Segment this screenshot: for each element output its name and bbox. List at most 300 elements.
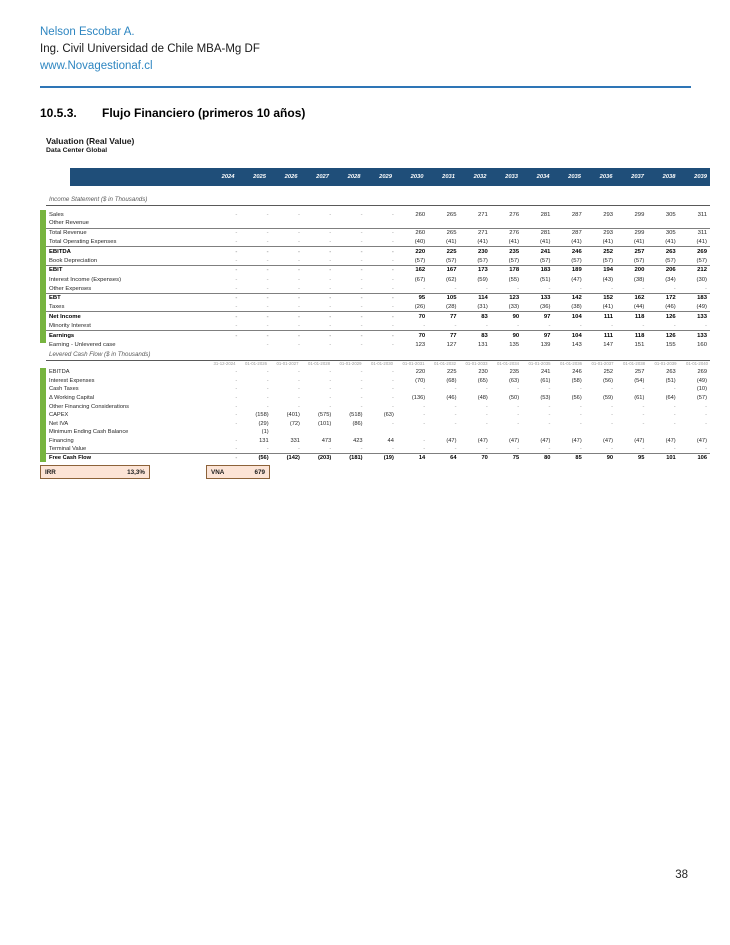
row-label: Other Revenue [49,220,89,227]
year-label: 2032 [473,174,487,180]
value-cell: 276 [509,230,520,237]
value-cell: - [391,230,394,237]
value-cell: - [485,420,488,427]
value-cell: (10) [696,386,707,393]
table-row [46,428,710,437]
value-cell: 305 [665,230,676,237]
value-cell: - [297,322,300,329]
value-cell: 127 [446,341,457,348]
row-label: Δ Working Capital [49,395,95,402]
value-cell: (47) [540,438,551,445]
value-cell: (47) [571,276,582,283]
value-cell: - [266,386,269,393]
value-cell: - [329,211,332,218]
value-cell: (56) [571,395,582,402]
value-cell: - [360,322,363,329]
value-cell: 155 [665,341,676,348]
value-cell: - [423,420,426,427]
value-cell: 178 [509,267,520,274]
value-cell: - [235,412,238,419]
value-cell: - [517,403,520,410]
table-row [46,256,710,265]
value-cell: (54) [634,377,645,384]
value-cell: - [705,322,707,329]
value-cell: - [297,248,300,255]
table-row [46,331,710,340]
value-cell: 118 [634,313,645,320]
table-row [46,445,710,454]
value-cell: - [423,438,426,445]
value-cell: 70 [418,332,426,339]
value-cell: (57) [696,395,707,402]
value-cell: - [579,285,582,292]
value-cell: - [705,412,707,419]
value-cell: 101 [666,455,676,462]
value-cell: (33) [508,304,520,311]
table-row [46,284,710,293]
value-cell: 276 [509,211,520,218]
value-cell: - [517,322,520,329]
value-cell: 167 [446,267,457,274]
value-cell: - [297,257,300,264]
value-cell: (41) [539,239,551,246]
value-cell: (47) [477,438,488,445]
value-cell: 230 [478,369,488,376]
value-cell: 299 [634,230,645,237]
row-label: EBITDA [49,248,71,255]
value-cell: - [298,369,300,376]
value-cell: - [360,403,363,410]
row-label: Financing [49,438,74,445]
value-cell: 70 [481,455,488,462]
value-cell: 118 [634,332,645,339]
table-row [46,411,710,420]
table-row [46,238,710,247]
value-cell: - [266,341,269,348]
income-statement-table [46,210,710,349]
value-cell: (58) [571,377,582,384]
value-cell: - [266,276,269,283]
value-cell: - [360,248,363,255]
value-cell: - [235,295,238,302]
date-label: 01-01-2038 [623,361,645,366]
value-cell: - [266,257,269,264]
row-label: Cash Taxes [49,386,79,393]
date-label: 01-01-2030 [371,361,393,366]
row-label: Earning - Unlevered case [49,341,116,348]
value-cell: - [548,412,551,419]
value-cell: - [517,285,520,292]
value-cell: - [235,369,238,376]
value-cell: 97 [543,332,551,339]
value-cell: 246 [572,369,582,376]
value-cell: - [298,377,300,384]
value-cell: 230 [477,248,488,255]
value-cell: - [579,446,582,453]
value-cell: (49) [696,304,707,311]
value-cell: 104 [571,313,582,320]
value-cell: 133 [697,332,707,339]
value-cell: (64) [665,395,676,402]
value-cell: - [517,446,520,453]
value-cell: - [235,395,238,402]
row-label: Minority Interest [49,322,91,329]
value-cell: (40) [414,239,426,246]
value-cell: - [391,420,394,427]
row-label: Book Depreciation [49,257,98,264]
value-cell: - [235,438,238,445]
value-cell: 126 [665,313,676,320]
value-cell: - [266,230,269,237]
value-cell: - [235,248,238,255]
value-cell: 271 [477,230,488,237]
value-cell: (142) [286,455,300,462]
value-cell: - [673,403,676,410]
value-cell: - [423,386,426,393]
value-cell: - [235,420,238,427]
value-cell: 183 [697,295,707,302]
value-cell: - [266,446,269,453]
value-cell: 83 [481,332,488,339]
vna-label: VNA [211,468,225,476]
table-row [46,394,710,403]
value-cell: (59) [477,276,488,283]
section-number: 10.5.3. [40,106,77,120]
irr-value: 13,3% [127,468,145,476]
value-cell: - [266,267,269,274]
value-cell: (59) [602,395,614,402]
value-cell: (63) [383,412,394,419]
table-row [46,303,710,312]
value-cell: - [611,322,614,329]
value-cell: 265 [446,211,457,218]
value-cell: - [329,257,332,264]
value-cell: (57) [508,257,520,264]
value-cell: - [642,420,645,427]
value-cell: (57) [539,257,551,264]
value-cell: - [329,341,332,348]
year-label: 2039 [694,174,707,180]
value-cell: (41) [571,239,582,246]
levered-cashflow-title: Levered Cash Flow ($ in Thousands) [46,351,710,361]
value-cell: (136) [411,395,426,402]
value-cell: - [391,369,394,376]
value-cell: - [705,285,707,292]
value-cell: - [423,412,426,419]
value-cell: - [579,386,582,393]
value-cell: - [360,446,363,453]
value-cell: (19) [383,455,394,462]
section-title: Flujo Financiero (primeros 10 años) [102,106,306,120]
value-cell: 281 [540,211,551,218]
value-cell: (38) [571,304,582,311]
row-label: Earnings [49,332,75,339]
value-cell: 64 [450,455,457,462]
value-cell: (47) [509,438,520,445]
row-label: Minimum Ending Cash Balance [49,429,129,436]
table-row [46,377,710,386]
value-cell: - [360,341,363,348]
value-cell: - [266,248,269,255]
value-cell: (47) [696,438,707,445]
value-cell: (1) [261,429,269,436]
value-cell: 173 [477,267,488,274]
value-cell: 269 [697,369,707,376]
value-cell: (86) [352,420,363,427]
value-cell: 220 [415,369,426,376]
value-cell: - [642,403,645,410]
value-cell: - [297,239,300,246]
value-cell: 80 [544,455,551,462]
value-cell: - [391,386,394,393]
value-cell: - [611,386,614,393]
value-cell: 77 [449,332,457,339]
value-cell: - [266,332,269,339]
value-cell: - [360,304,363,311]
value-cell: (36) [539,304,551,311]
row-label: Net Income [49,313,81,320]
value-cell: - [517,386,520,393]
value-cell: (518) [349,412,363,419]
year-label: 2031 [442,174,455,180]
value-cell: (41) [602,304,614,311]
value-cell: 75 [512,455,520,462]
table-row [46,385,710,394]
value-cell: - [673,285,676,292]
table-row [46,219,710,228]
value-cell: - [548,386,551,393]
value-cell: 135 [509,341,520,348]
value-cell: - [235,230,238,237]
date-label: 01-01-2035 [528,361,551,366]
value-cell: (26) [414,304,426,311]
value-cell: 70 [418,313,426,320]
value-cell: 147 [603,341,614,348]
value-cell: - [642,446,645,453]
value-cell: 95 [638,455,645,462]
date-label: 01-01-2040 [686,361,708,366]
value-cell: - [297,313,300,320]
value-cell: - [454,420,457,427]
date-label: 01-01-2026 [245,361,267,366]
value-cell: (47) [602,438,614,445]
value-cell: 311 [697,230,707,237]
value-cell: (31) [477,304,488,311]
page-number: 38 [675,869,688,881]
value-cell: (57) [477,257,488,264]
value-cell: (70) [415,377,426,384]
value-cell: (63) [509,377,520,384]
value-cell: - [391,304,394,311]
value-cell: - [235,267,238,274]
value-cell: - [266,403,269,410]
value-cell: - [235,377,238,384]
value-cell: - [329,403,332,410]
value-cell: (47) [634,438,645,445]
value-cell: - [329,395,332,402]
value-cell: - [360,332,363,339]
value-cell: 263 [666,369,676,376]
value-cell: - [391,295,394,302]
value-cell: - [297,230,300,237]
value-cell: 189 [571,267,582,274]
value-cell: - [611,412,614,419]
value-cell: - [579,420,582,427]
year-label: 2034 [536,174,550,180]
value-cell: - [360,295,363,302]
value-cell: 111 [603,313,614,320]
value-cell: - [329,239,332,246]
table-row [46,229,710,238]
value-cell: - [360,313,363,320]
value-cell: 152 [603,295,614,302]
value-cell: 90 [512,313,520,320]
value-cell: - [266,304,269,311]
table-row [46,402,710,411]
value-cell: - [235,446,238,453]
author-name: Nelson Escobar A. [40,26,135,38]
value-cell: (48) [477,395,488,402]
irr-label: IRR [45,468,56,476]
row-label: EBITDA [49,369,70,376]
year-label: 2029 [379,174,392,180]
value-cell: 257 [634,369,645,376]
value-cell: - [642,285,645,292]
value-cell: 281 [540,230,551,237]
row-label: Total Revenue [49,230,87,237]
value-cell: - [485,412,488,419]
value-cell: - [360,377,363,384]
value-cell: - [705,446,707,453]
income-statement-title: Income Statement ($ in Thousands) [46,196,710,206]
levered-cashflow-table [46,368,710,463]
value-cell: - [391,332,394,339]
value-cell: - [329,267,332,274]
value-cell: (41) [477,239,488,246]
value-cell: - [266,369,269,376]
value-cell: - [391,267,394,274]
value-cell: 206 [665,267,676,274]
value-cell: - [329,386,332,393]
value-cell: - [642,322,645,329]
value-cell: - [360,211,363,218]
value-cell: - [611,446,614,453]
value-cell: - [360,395,363,402]
value-cell: (57) [602,257,614,264]
value-cell: (57) [665,257,676,264]
value-cell: 183 [540,267,551,274]
row-label: Net IVA [49,420,69,427]
value-cell: - [235,285,238,292]
value-cell: 241 [540,248,551,255]
value-cell: - [391,377,394,384]
year-label: 2033 [505,174,518,180]
website-link[interactable]: www.Novagestionaf.cl [40,60,153,72]
table-row [46,420,710,429]
value-cell: - [297,267,300,274]
value-cell: 104 [571,332,582,339]
value-cell: - [485,446,488,453]
value-cell: 225 [447,369,457,376]
year-label: 2038 [662,174,676,180]
value-cell: 220 [415,248,426,255]
value-cell: 133 [540,295,551,302]
value-cell: 287 [571,230,582,237]
value-cell: (49) [696,377,707,384]
value-cell: - [297,276,300,283]
value-cell: - [298,386,300,393]
table-row [46,247,710,256]
row-label: Other Financing Considerations [49,403,129,410]
value-cell: - [391,313,394,320]
value-cell: 263 [665,248,676,255]
value-cell: (61) [540,377,551,384]
value-cell: 194 [603,267,614,274]
value-cell: (158) [255,412,269,419]
value-cell: 311 [697,211,707,218]
value-cell: (181) [349,455,363,462]
value-cell: - [329,369,332,376]
value-cell: 265 [446,230,457,237]
value-cell: (57) [571,257,582,264]
value-cell: - [579,403,582,410]
value-cell: - [485,403,488,410]
value-cell: 126 [665,332,676,339]
value-cell: - [579,412,582,419]
row-label: EBT [49,295,61,302]
year-header-row [70,168,710,186]
value-cell: 95 [418,295,426,302]
value-cell: - [297,211,300,218]
value-cell: 235 [509,369,520,376]
row-label: EBIT [49,267,63,274]
value-cell: (57) [414,257,426,264]
value-cell: - [454,285,457,292]
value-cell: 114 [478,295,488,302]
value-cell: 90 [606,455,614,462]
value-cell: (55) [508,276,520,283]
row-label: Total Operating Expenses [49,239,117,246]
value-cell: - [266,322,269,329]
date-label: 01-01-2033 [465,361,488,366]
value-cell: - [673,446,676,453]
value-cell: - [423,403,426,410]
value-cell: - [298,403,300,410]
value-cell: - [329,322,332,329]
value-cell: 133 [697,313,707,320]
value-cell: - [391,341,394,348]
value-cell: - [266,239,269,246]
year-label: 2028 [347,174,361,180]
value-cell: 90 [512,332,520,339]
value-cell: (56) [602,377,614,384]
value-cell: - [360,276,363,283]
year-label: 2024 [221,174,235,180]
value-cell: 235 [509,248,520,255]
value-cell: - [485,285,488,292]
value-cell: - [673,420,676,427]
value-cell: 271 [477,211,488,218]
value-cell: 123 [415,341,426,348]
value-cell: - [360,285,363,292]
value-cell: - [360,257,363,264]
value-cell: (47) [446,438,457,445]
value-cell: (65) [477,377,488,384]
value-cell: - [454,446,457,453]
value-cell: - [423,322,426,329]
value-cell: 212 [697,267,707,274]
table-row [46,368,710,377]
